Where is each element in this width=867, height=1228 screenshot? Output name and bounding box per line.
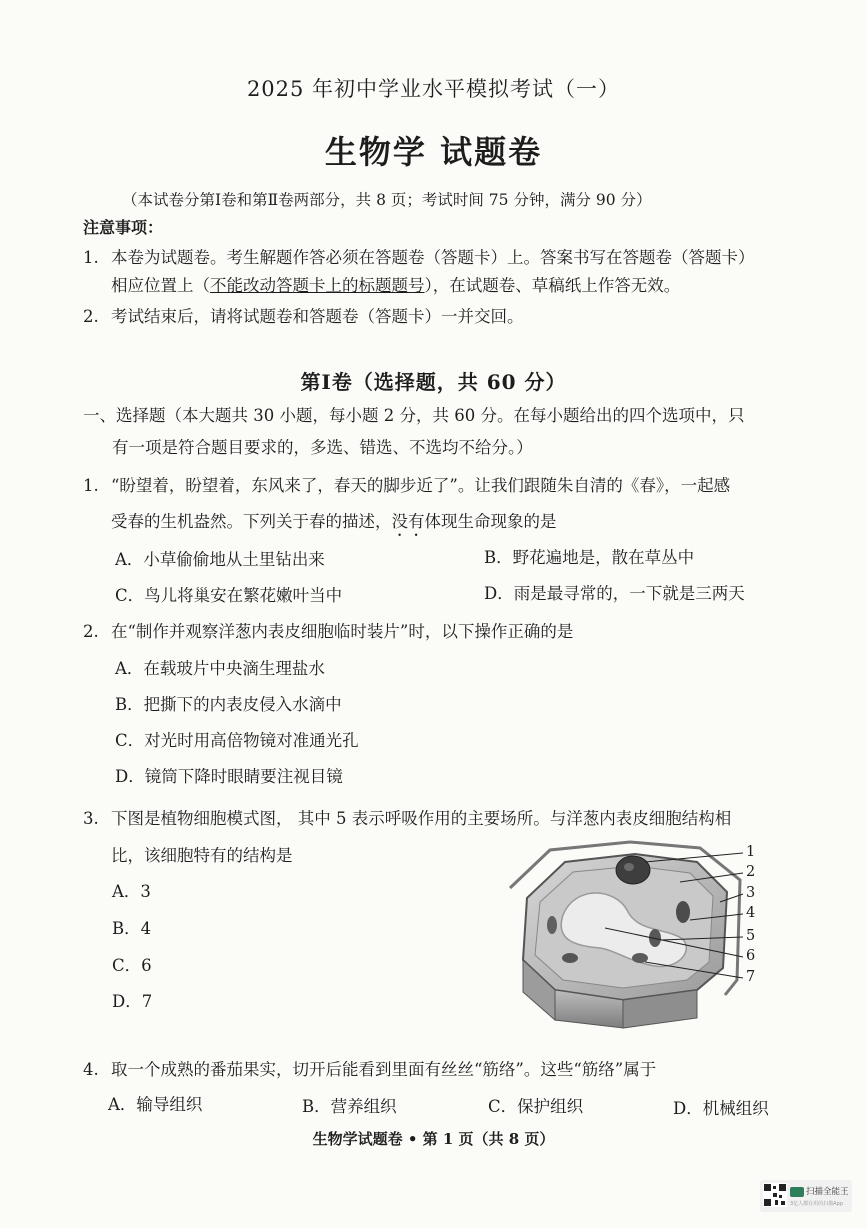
- question-3-number: 3.: [83, 809, 99, 828]
- scanner-watermark: [760, 1180, 852, 1212]
- question-2-stem: 2. 在“制作并观察洋葱内表皮细胞临时装片”时，以下操作正确的是: [83, 622, 574, 641]
- question-2-number: 2.: [83, 622, 99, 641]
- notice-2: 2. 考试结束后，请将试题卷和答题卷（答题卡）一并交回。: [83, 307, 524, 326]
- question-4-option-a: A．输导组织: [108, 1095, 203, 1114]
- watermark-title: 扫描全能王: [806, 1187, 849, 1197]
- diagram-label-2: 2: [746, 864, 756, 880]
- notice-1-line1: 1. 本卷为试题卷。考生解题作答必须在答题卷（答题卡）上。答案书写在答题卷（答题卡）: [83, 248, 755, 267]
- question-1-number: 1.: [83, 476, 99, 495]
- diagram-label-4: 4: [746, 905, 756, 921]
- question-2-option-a: A．在载玻片中央滴生理盐水: [115, 659, 325, 678]
- question-4-number: 4.: [83, 1060, 99, 1079]
- question-2-option-c: C．对光时用高倍物镜对准通光孔: [115, 731, 359, 750]
- page-footer: 生物学试题卷 • 第 1 页（共 8 页）: [312, 1130, 555, 1148]
- part-instructions-line1: 一、选择题（本大题共 30 小题，每小题 2 分，共 60 分。在每小题给出的四个选项中，只: [83, 406, 745, 425]
- qr-code-icon: [763, 1183, 787, 1207]
- question-2-option-b: B．把撕下的内表皮侵入水滴中: [115, 695, 342, 714]
- question-2-option-d: D．镜筒下降时眼睛要注视目镜: [115, 767, 343, 786]
- diagram-label-6: 6: [746, 948, 756, 964]
- plant-cell-diagram: [505, 840, 765, 1030]
- question-1-option-d: D．雨是最寻常的，一下就是三两天: [484, 584, 745, 603]
- question-1-option-a: A．小草偷偷地从土里钻出来: [115, 550, 325, 569]
- subject-title: 生物学 试题卷: [324, 133, 543, 171]
- question-4-option-d: D．机械组织: [673, 1099, 769, 1118]
- diagram-label-1: 1: [746, 844, 756, 860]
- question-3-stem-line2: 比，该细胞特有的结构是: [111, 846, 293, 865]
- section-title: 第Ⅰ卷（选择题，共 60 分）: [300, 370, 567, 394]
- notice-1-line2: 相应位置上（不能改动答题卡上的标题题号），在试题卷、草稿纸上作答无效。: [111, 276, 681, 295]
- question-4-option-c: C．保护组织: [488, 1097, 584, 1116]
- question-3-option-d: D．7: [112, 992, 153, 1011]
- question-4-stem: 4. 取一个成熟的番茄果实，切开后能看到里面有丝丝“筋络”。这些“筋络”属于: [83, 1060, 657, 1079]
- question-3-option-a: A．3: [112, 882, 151, 901]
- exam-info: （本试卷分第Ⅰ卷和第Ⅱ卷两部分，共 8 页；考试时间 75 分钟，满分 90 分）: [122, 191, 652, 209]
- question-3-stem-line1: 3. 下图是植物细胞模式图， 其中 5 表示呼吸作用的主要场所。与洋葱内表皮细胞结构相: [83, 809, 732, 828]
- diagram-label-5: 5: [746, 928, 756, 944]
- question-3-option-b: B．4: [112, 919, 152, 938]
- emphasized-word: 没有: [391, 512, 425, 531]
- scanner-logo-icon: [790, 1187, 804, 1197]
- diagram-label-7: 7: [746, 969, 756, 985]
- notice-1-number: 1.: [83, 248, 99, 267]
- question-1-stem-line1: 1. “盼望着，盼望着，东风来了，春天的脚步近了”。让我们跟随朱自清的《春》，一起感: [83, 476, 731, 495]
- question-4-option-b: B．营养组织: [302, 1097, 397, 1116]
- watermark-subtitle: 3亿人都在用的扫描App: [790, 1201, 843, 1207]
- part-instructions-line2: 有一项是符合题目要求的，多选、错选、不选均不给分。）: [112, 438, 533, 457]
- question-1-option-b: B．野花遍地是，散在草丛中: [484, 548, 695, 567]
- exam-title: 2025 年初中学业水平模拟考试（一）: [246, 77, 621, 101]
- underlined-warning: 不能改动答题卡上的标题题号: [210, 276, 425, 295]
- notice-2-number: 2.: [83, 307, 99, 326]
- question-1-option-c: C．鸟儿将巢安在繁花嫩叶当中: [115, 586, 343, 605]
- question-1-stem-line2: 受春的生机盎然。下列关于春的描述，没有体现生命现象的是: [111, 512, 557, 531]
- diagram-label-3: 3: [746, 885, 756, 901]
- notice-title: 注意事项：: [83, 218, 164, 237]
- question-3-option-c: C．6: [112, 956, 152, 975]
